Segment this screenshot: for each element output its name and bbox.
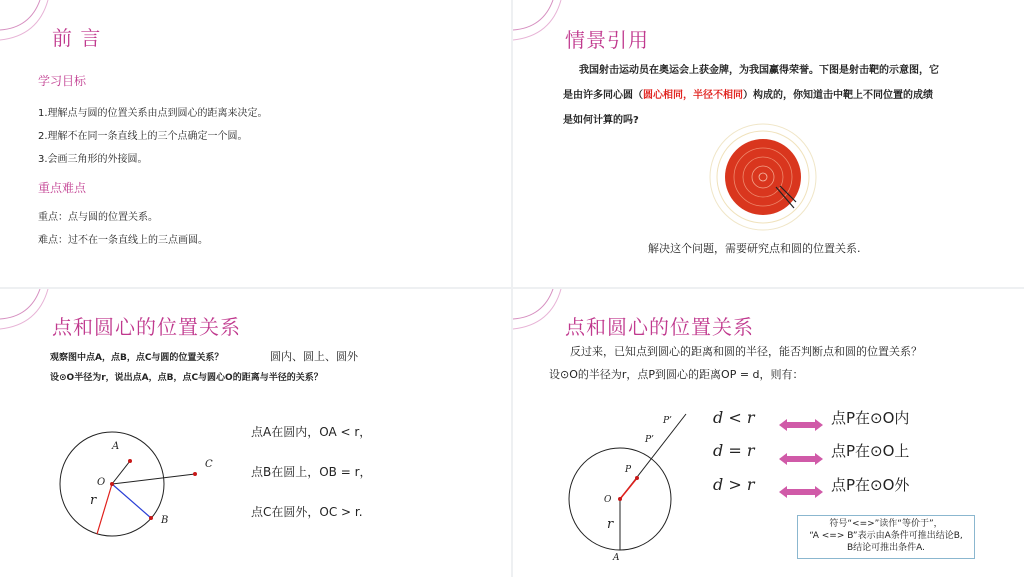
corner-decoration (513, 0, 573, 50)
note-line: 符号“<=>”读作“等价于”， (829, 519, 943, 529)
slide-title: 情景引用 (565, 28, 649, 52)
para-text: ）构成的，你知道击中靶上不同位置的成绩 (743, 90, 933, 101)
label-c: C (205, 459, 213, 470)
question-text: 观察图中点A，点B，点C与圆的位置关系？ (50, 353, 224, 363)
circle-diagram (563, 409, 693, 559)
circle-diagram (40, 419, 230, 559)
relation-c: 点C在圆外，OC > r. (251, 505, 363, 519)
label-r: r (90, 493, 97, 508)
label-r: r (607, 517, 614, 532)
answer-text: 圆内、圆上、圆外 (270, 350, 358, 363)
slide-title: 前 言 (52, 26, 102, 50)
corner-decoration (513, 289, 573, 339)
para-line: 我国射击运动员在奥运会上获金牌，为我国赢得荣誉。下图是射击靶的示意图，它 (579, 65, 939, 76)
para-text: 是由许多同心圆（ (563, 90, 643, 101)
note-line: “A <=> B”表示由A条件可推出结论B, (809, 531, 963, 541)
equivalence-arrow-icon (779, 486, 823, 498)
intro-line: 设⊙O的半径为r，点P到圆心的距离OP = d，则有： (549, 368, 804, 381)
equivalence-arrow-icon (779, 419, 823, 431)
condition-on: d = r (713, 441, 755, 460)
para-line (563, 86, 933, 101)
label-a: A (613, 553, 620, 563)
result-inside: 点P在⊙O内 (831, 409, 910, 427)
goal-item: 2.理解不在同一条直线上的三个点确定一个圆。 (38, 131, 248, 142)
label-o: O (604, 495, 612, 505)
key-heading: 重点难点 (38, 181, 87, 195)
relation-b: 点B在圆上，OB = r， (251, 465, 372, 479)
equivalence-arrow-icon (779, 453, 823, 465)
target-image (708, 122, 818, 232)
key-point: 重点：点与圆的位置关系。 (38, 212, 158, 223)
label-o: O (97, 477, 106, 488)
slide-title: 点和圆心的位置关系 (565, 315, 754, 339)
label-b: B (161, 515, 169, 526)
para-line: 是如何计算的吗? (563, 115, 639, 126)
slide-preface[interactable] (0, 0, 511, 287)
condition-inside: d < r (713, 408, 755, 427)
intro-line: 反过来，已知点到圆心的距离和圆的半径，能否判断点和圆的位置关系？ (570, 345, 922, 358)
label-a: A (112, 441, 120, 452)
question-text: 设⊙O半径为r，说出点A，点B，点C与圆心O的距离与半径的关系？ (50, 373, 323, 383)
label-p-outer: P’ (663, 416, 672, 426)
conclusion-text: 解决这个问题，需要研究点和圆的位置关系. (648, 242, 861, 255)
relation-a: 点A在圆内，OA < r， (251, 425, 372, 439)
slide-scenario[interactable] (513, 0, 1024, 287)
condition-outside: d > r (713, 475, 755, 494)
slide-title: 点和圆心的位置关系 (52, 315, 241, 339)
result-on: 点P在⊙O上 (831, 442, 910, 460)
label-p-inner: P (625, 465, 632, 475)
slide-point-circle-2[interactable] (513, 289, 1024, 577)
result-outside: 点P在⊙O外 (831, 476, 910, 494)
note-box (797, 515, 975, 559)
label-p-on: P’ (645, 435, 654, 445)
corner-decoration (0, 289, 60, 339)
goal-item: 3.会画三角形的外接圆。 (38, 154, 148, 165)
difficult-point: 难点：过不在一条直线上的三点画圆。 (38, 235, 208, 246)
slide-point-circle-1[interactable] (0, 289, 511, 577)
note-line: B结论可推出条件A. (846, 543, 926, 553)
highlight-text: 圆心相同，半径不相同 (643, 90, 743, 101)
corner-decoration (0, 0, 60, 50)
goals-heading: 学习目标 (38, 74, 87, 88)
goal-item: 1.理解点与圆的位置关系由点到圆心的距离来决定。 (38, 108, 268, 119)
